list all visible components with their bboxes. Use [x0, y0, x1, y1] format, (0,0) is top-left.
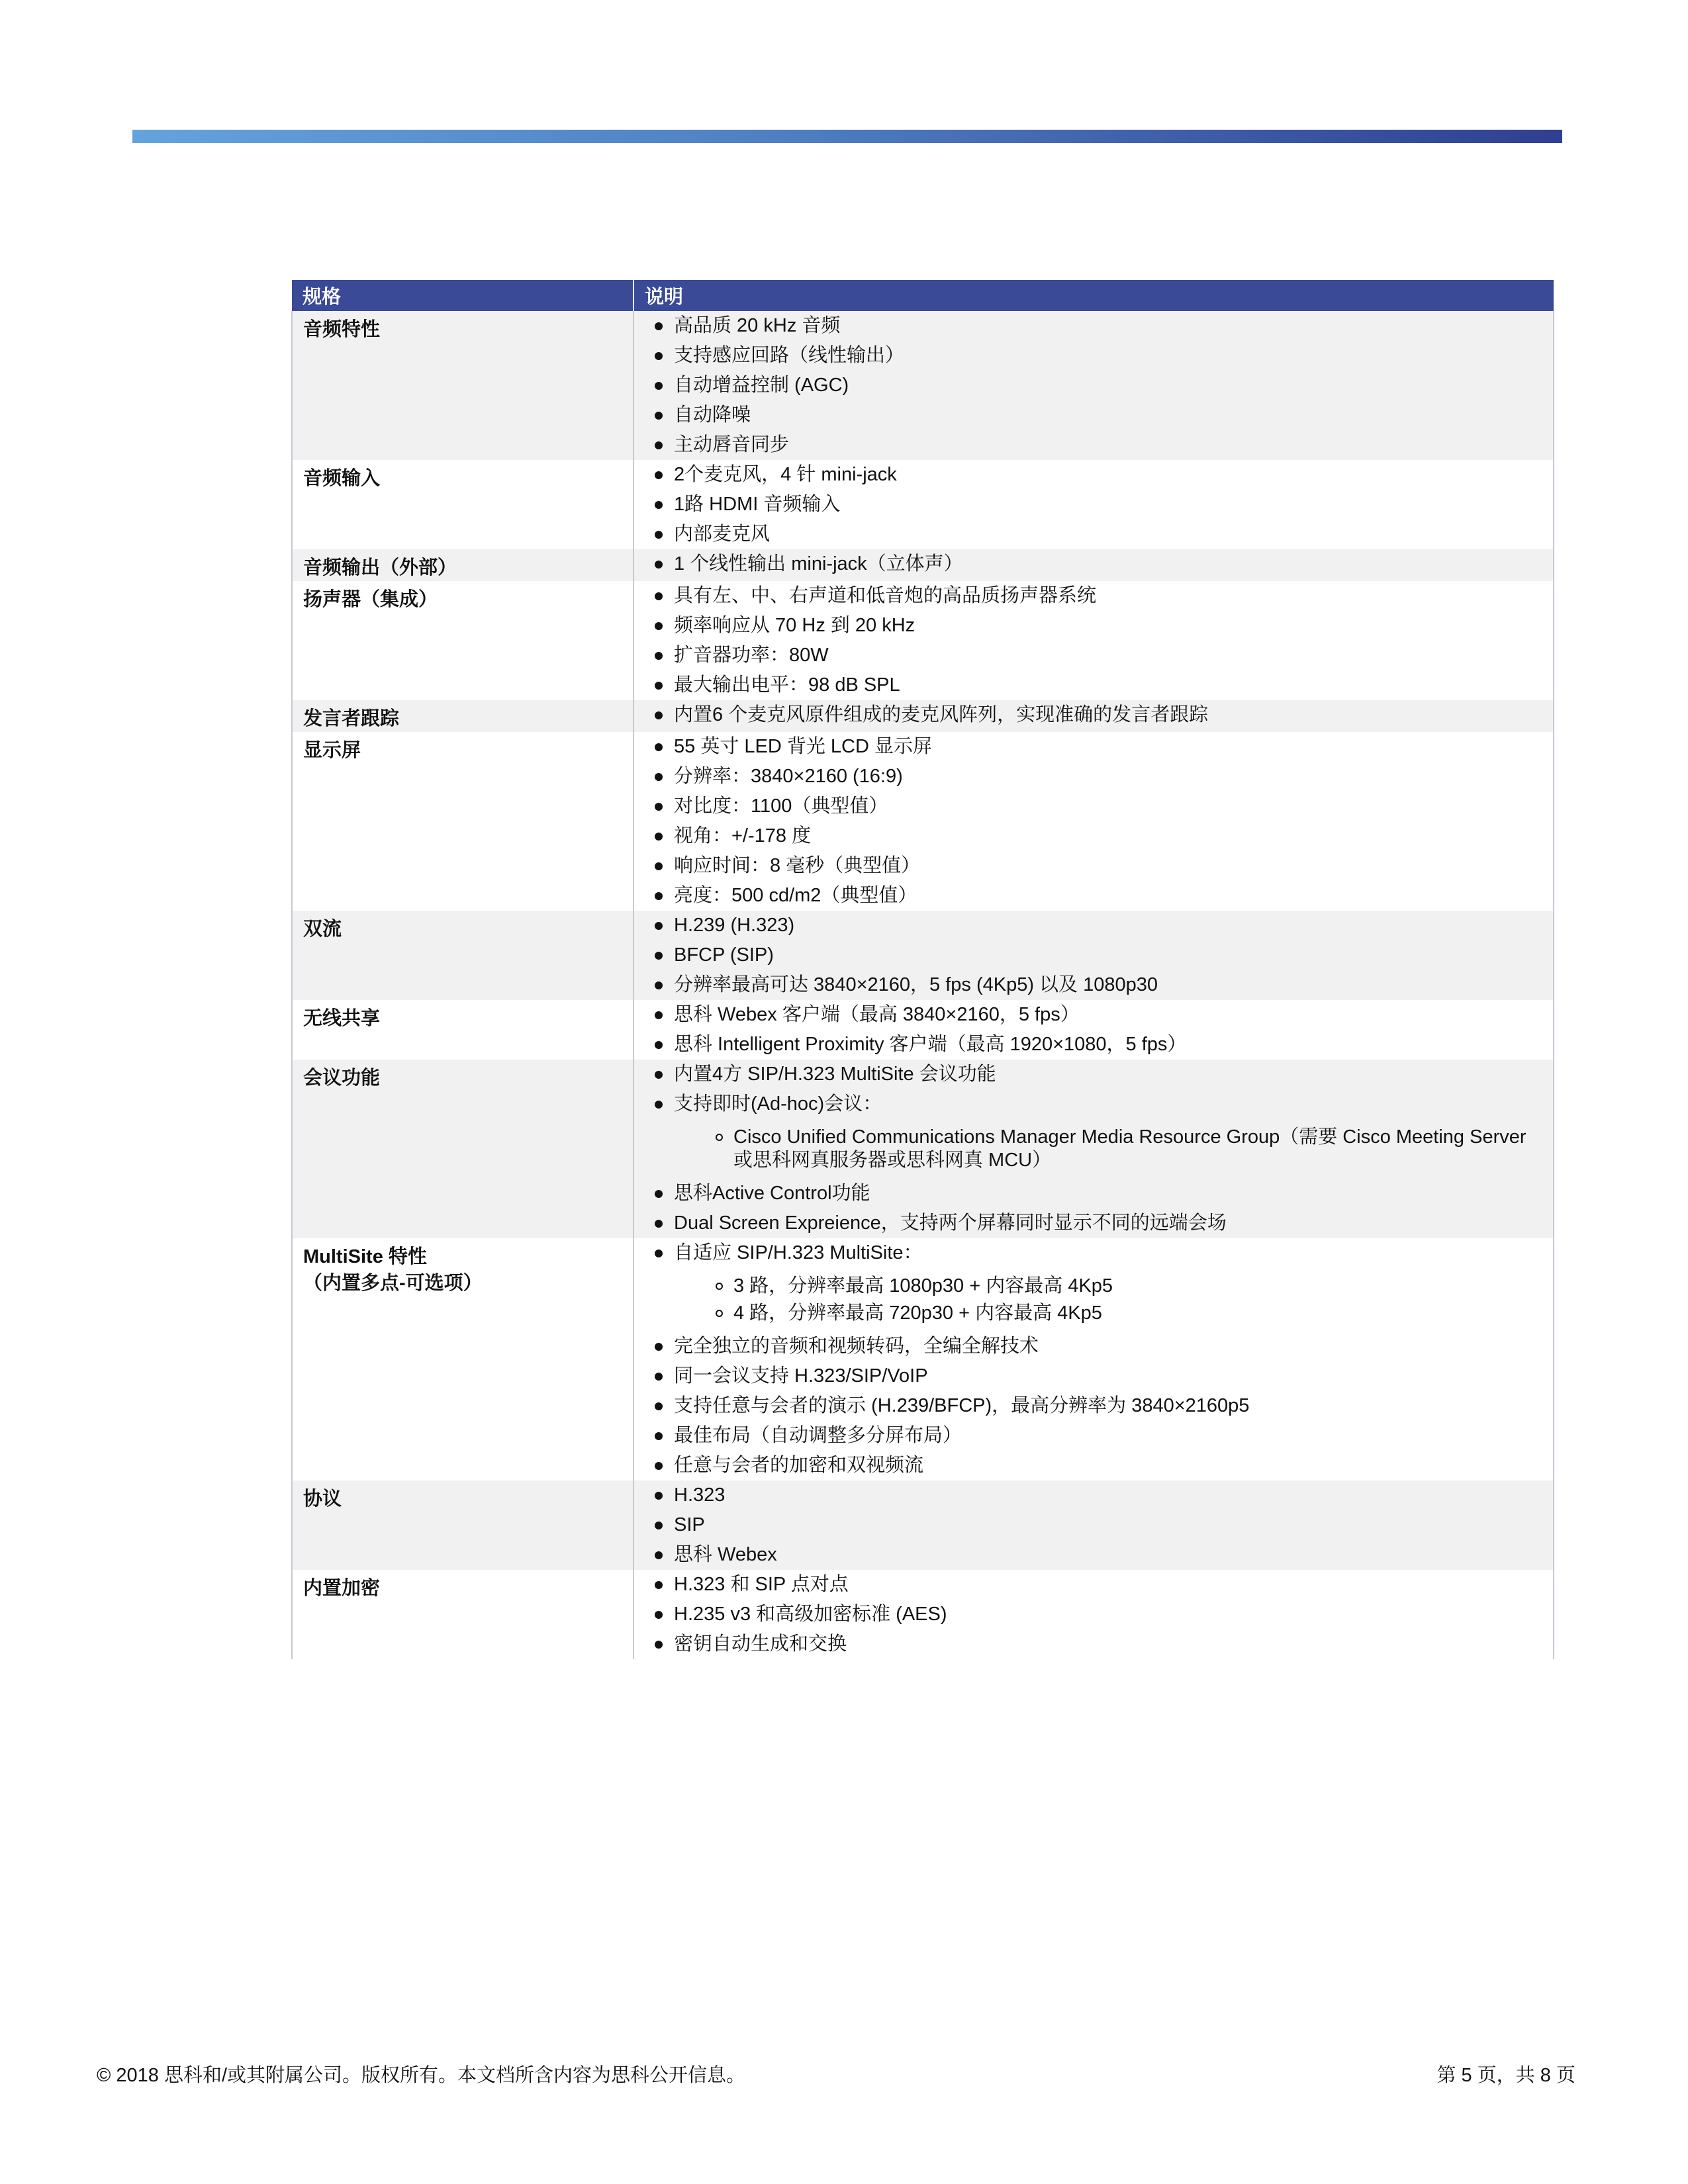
list-item — [634, 1332, 1533, 1361]
list-item — [634, 821, 1533, 851]
list-item — [634, 911, 1533, 940]
spec-label: 音频输入 — [303, 468, 381, 489]
spec-label: 双流 — [303, 919, 342, 940]
bullet-list — [634, 581, 1533, 700]
sub-list-item: 3 路，分辨率最高 1080p30 + 内容最高 4Kp5 — [674, 1275, 1533, 1298]
sub-list-item: 4 路，分辨率最高 720p30 + 内容最高 4Kp5 — [674, 1302, 1533, 1325]
spec-value-cell — [633, 549, 1554, 581]
list-item — [634, 549, 1533, 579]
list-item-text: 最佳布局（自动调整多分屏布局） — [674, 1425, 962, 1446]
footer-copyright: © 2018 思科和/或其附属公司。版权所有。本文档所含内容为思科公开信息。 — [97, 2065, 746, 2086]
spec-table-body — [292, 311, 1554, 1659]
spec-value-cell — [633, 311, 1554, 460]
table-row — [292, 311, 1554, 460]
list-item — [634, 641, 1533, 670]
list-item — [634, 700, 1533, 730]
list-item — [634, 792, 1533, 821]
list-item-text: H.323 — [674, 1484, 726, 1506]
list-item-text: 2个麦克风，4 针 mini-jack — [674, 464, 897, 485]
bullet-list — [634, 460, 1533, 549]
bullet-list — [634, 911, 1533, 1000]
list-item — [634, 1421, 1533, 1451]
column-header-desc: 说明 — [633, 280, 1554, 311]
spec-label: 扬声器（集成） — [303, 589, 438, 610]
spec-label: 发言者跟踪 — [303, 708, 400, 729]
table-row — [292, 1480, 1554, 1570]
table-row — [292, 732, 1554, 911]
list-item-text: 任意与会者的加密和双视频流 — [674, 1455, 924, 1476]
list-item — [634, 581, 1533, 611]
list-item — [634, 1179, 1533, 1208]
table-row — [292, 700, 1554, 732]
list-item-text: 支持任意与会者的演示 (H.239/BFCP)，最高分辨率为 3840×2160p5 — [674, 1395, 1250, 1416]
bullet-list — [634, 700, 1533, 730]
list-item-text: 自动增益控制 (AGC) — [674, 375, 849, 396]
list-item-text: 思科 Webex 客户端（最高 3840×2160，5 fps） — [674, 1004, 1080, 1025]
spec-label-cell — [292, 1000, 633, 1060]
spec-label-cell — [292, 460, 633, 549]
list-item-text: 分辨率：3840×2160 (16:9) — [674, 766, 903, 787]
table-row — [292, 1000, 1554, 1060]
footer-page-number: 第 5 页，共 8 页 — [1436, 2065, 1575, 2086]
spec-label: 内置加密 — [303, 1578, 381, 1599]
list-item-text: 自动降噪 — [674, 404, 751, 426]
bullet-list — [634, 1480, 1533, 1570]
sub-list-item: Cisco Unified Communications Manager Media Resource Group（需要 Cisco Meeting Server 或思科网真服务器或思科网真 MCU） — [674, 1126, 1533, 1172]
list-item-text: 最大输出电平：98 dB SPL — [674, 674, 900, 696]
spec-label: MultiSite 特性 — [303, 1246, 427, 1267]
list-item-text: BFCP (SIP) — [674, 944, 774, 966]
list-item — [634, 1089, 1533, 1179]
column-header-spec: 规格 — [292, 280, 633, 311]
spec-label-cell — [292, 1238, 633, 1480]
spec-value-cell — [633, 700, 1554, 732]
list-item — [634, 1480, 1533, 1510]
list-item-text: 频率响应从 70 Hz 到 20 kHz — [674, 615, 915, 636]
table-row — [292, 1060, 1554, 1238]
spec-label-cell — [292, 1060, 633, 1238]
sub-bullet-list — [674, 1268, 1533, 1332]
list-item-text: 支持感应回路（线性输出） — [674, 345, 905, 366]
spec-label: 会议功能 — [303, 1068, 381, 1089]
spec-label: 无线共享 — [303, 1008, 381, 1029]
spec-label-cell — [292, 1570, 633, 1659]
spec-label-cell — [292, 911, 633, 1000]
list-item — [634, 1000, 1533, 1030]
spec-label-secondary: （内置多点-可选项） — [303, 1273, 483, 1294]
list-item — [634, 670, 1533, 700]
spec-value-cell — [633, 1480, 1554, 1570]
spec-value-cell — [633, 581, 1554, 700]
spec-label-cell — [292, 549, 633, 581]
list-item — [634, 341, 1533, 371]
spec-value-cell — [633, 732, 1554, 911]
list-item-text: 支持即时(Ad-hoc)会议： — [674, 1093, 882, 1115]
bullet-list — [634, 732, 1533, 911]
table-row — [292, 1570, 1554, 1659]
list-item-text: 思科 Intelligent Proximity 客户端（最高 1920×1080，5 fps） — [674, 1034, 1187, 1055]
list-item — [634, 851, 1533, 881]
spec-value-cell — [633, 911, 1554, 1000]
list-item — [634, 611, 1533, 641]
list-item — [634, 430, 1533, 460]
list-item — [634, 1391, 1533, 1421]
list-item — [634, 940, 1533, 970]
spec-label: 协议 — [303, 1488, 342, 1510]
list-item-text: 密钥自动生成和交换 — [674, 1633, 847, 1655]
bullet-list — [634, 549, 1533, 579]
list-item-text: 内置6 个麦克风原件组成的麦克风阵列，实现准确的发言者跟踪 — [674, 704, 1209, 725]
table-row — [292, 1238, 1554, 1480]
list-item-text: 思科 Webex — [674, 1544, 777, 1565]
list-item-text: 完全独立的音频和视频转码，全编全解技术 — [674, 1336, 1039, 1357]
spec-label: 音频输出（外部） — [303, 557, 457, 578]
list-item — [634, 1030, 1533, 1060]
spec-label-cell — [292, 581, 633, 700]
list-item-text: 扩音器功率：80W — [674, 645, 829, 666]
list-item-text: 自适应 SIP/H.323 MultiSite： — [674, 1242, 923, 1263]
list-item-text: 对比度：1100（典型值） — [674, 796, 888, 817]
spec-label-cell — [292, 311, 633, 460]
list-item-text: 具有左、中、右声道和低音炮的高品质扬声器系统 — [674, 585, 1097, 606]
table-row — [292, 460, 1554, 549]
header-accent-bar — [132, 130, 1562, 143]
bullet-list — [634, 1060, 1533, 1238]
list-item-text: H.239 (H.323) — [674, 915, 795, 936]
sub-bullet-list — [674, 1119, 1533, 1179]
list-item-text: 55 英寸 LED 背光 LCD 显示屏 — [674, 736, 932, 757]
list-item — [634, 1540, 1533, 1570]
spec-label-cell — [292, 1480, 633, 1570]
list-item — [634, 1208, 1533, 1238]
list-item-text: 主动唇音同步 — [674, 434, 790, 455]
list-item — [634, 490, 1533, 520]
list-item — [634, 1629, 1533, 1659]
bullet-list — [634, 1570, 1533, 1659]
list-item-text: 1 个线性输出 mini-jack（立体声） — [674, 553, 963, 574]
list-item-text: 内置4方 SIP/H.323 MultiSite 会议功能 — [674, 1064, 996, 1085]
list-item-text: H.235 v3 和高级加密标准 (AES) — [674, 1604, 947, 1625]
spec-table — [291, 280, 1554, 1659]
list-item — [634, 762, 1533, 792]
list-item-text: 思科Active Control功能 — [674, 1183, 870, 1204]
bullet-list — [634, 311, 1533, 460]
spec-label: 音频特性 — [303, 319, 381, 340]
spec-value-cell — [633, 1238, 1554, 1480]
list-item-text: 亮度：500 cd/m2（典型值） — [674, 885, 917, 906]
list-item-text: H.323 和 SIP 点对点 — [674, 1574, 849, 1595]
table-row — [292, 911, 1554, 1000]
list-item — [634, 732, 1533, 762]
spec-value-cell — [633, 1000, 1554, 1060]
bullet-list — [634, 1238, 1533, 1480]
list-item — [634, 970, 1533, 1000]
list-item — [634, 371, 1533, 400]
list-item — [634, 1570, 1533, 1600]
list-item-text: 内部麦克风 — [674, 523, 771, 545]
list-item — [634, 1238, 1533, 1332]
list-item-text: 分辨率最高可达 3840×2160，5 fps (4Kp5) 以及 1080p30 — [674, 974, 1158, 995]
table-row — [292, 581, 1554, 700]
list-item — [634, 520, 1533, 549]
table-row — [292, 549, 1554, 581]
list-item-text: Dual Screen Expreience，支持两个屏幕同时显示不同的远端会场 — [674, 1212, 1227, 1234]
list-item — [634, 1600, 1533, 1629]
spec-value-cell — [633, 1570, 1554, 1659]
spec-value-cell — [633, 1060, 1554, 1238]
list-item — [634, 460, 1533, 490]
spec-value-cell — [633, 460, 1554, 549]
spec-label-cell — [292, 700, 633, 732]
list-item-text: SIP — [674, 1514, 705, 1535]
list-item-text: 高品质 20 kHz 音频 — [674, 315, 841, 336]
list-item — [634, 1060, 1533, 1089]
list-item — [634, 1361, 1533, 1391]
list-item-text: 视角：+/-178 度 — [674, 825, 812, 846]
list-item-text: 响应时间：8 毫秒（典型值） — [674, 855, 921, 876]
list-item-text: 1路 HDMI 音频输入 — [674, 494, 841, 515]
list-item — [634, 1510, 1533, 1540]
list-item — [634, 400, 1533, 430]
list-item — [634, 311, 1533, 341]
spec-label: 显示屏 — [303, 740, 361, 761]
spec-label-cell — [292, 732, 633, 911]
bullet-list — [634, 1000, 1533, 1060]
list-item-text: 同一会议支持 H.323/SIP/VoIP — [674, 1365, 928, 1387]
list-item — [634, 1451, 1533, 1480]
list-item — [634, 881, 1533, 911]
table-header-row — [292, 280, 1554, 311]
